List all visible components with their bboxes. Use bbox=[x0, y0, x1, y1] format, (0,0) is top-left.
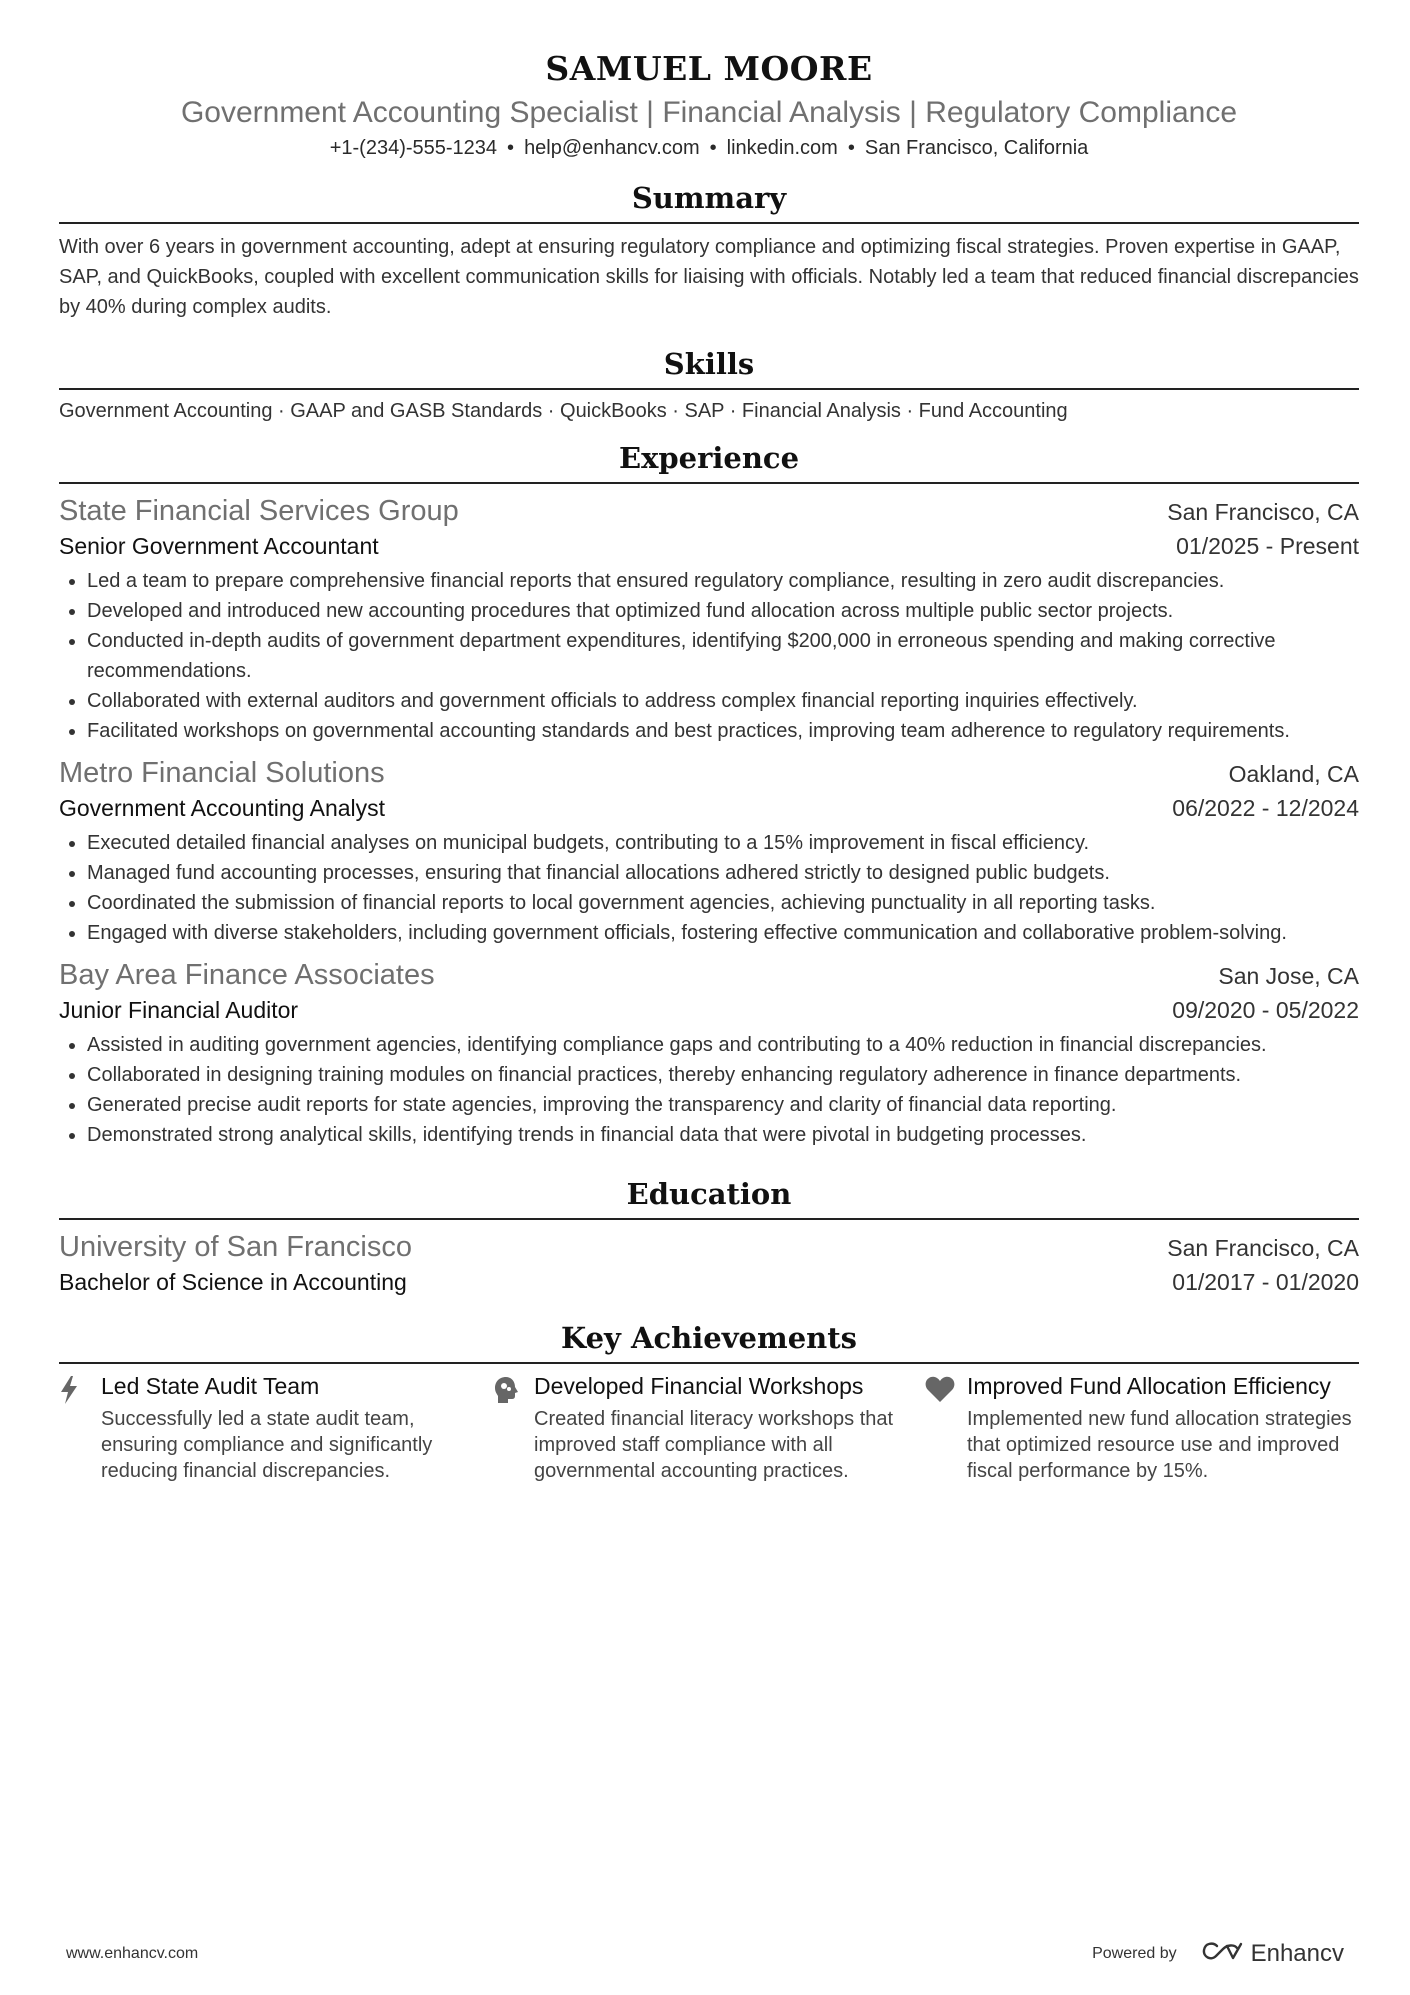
achievements-section bbox=[59, 1320, 1359, 1484]
contact-line bbox=[59, 134, 1359, 162]
resume-header bbox=[59, 0, 1359, 162]
candidate-name: SAMUEL MOORE bbox=[545, 49, 873, 88]
footer-website-link[interactable]: www.enhancv.com bbox=[66, 1945, 199, 1962]
bullet-item: • Generated precise audit reports for state agencies, improving the transparency and clarity of financial data reporting. bbox=[87, 1090, 1359, 1120]
powered-by-label: Powered by bbox=[1092, 1945, 1177, 1962]
bullet-item: • Collaborated in designing training modules on financial practices, thereby enhancing regulatory adherence in finance departments. bbox=[87, 1060, 1359, 1090]
candidate-headline: Government Accounting Specialist | Financial Analysis | Regulatory Compliance bbox=[180, 96, 1238, 129]
company-name: Bay Area Finance Associates bbox=[59, 959, 435, 991]
achievements-grid bbox=[59, 1372, 1359, 1484]
job-bullets bbox=[59, 828, 1359, 948]
job-dates: 01/2025 - Present bbox=[1176, 533, 1359, 559]
achievement-title: Improved Fund Allocation Efficiency bbox=[967, 1373, 1331, 1399]
achievement-item bbox=[925, 1372, 1358, 1484]
separator-dot: • bbox=[847, 137, 855, 159]
bullet-item: • Led a team to prepare comprehensive financial reports that ensured regulatory compliance, resulting in zero audit discrepancies. bbox=[87, 566, 1359, 596]
powered-by-brand[interactable] bbox=[1092, 1940, 1344, 1968]
section-title-achievements: Key Achievements bbox=[59, 1320, 1359, 1364]
bullet-item: • Executed detailed financial analyses on municipal budgets, contributing to a 15% improvement in fiscal efficiency. bbox=[87, 828, 1359, 858]
job-role: Senior Government Accountant bbox=[59, 533, 379, 559]
page-footer bbox=[66, 1940, 1344, 1968]
achievement-desc: Successfully led a state audit team, ensuring compliance and significantly reducing financial discrepancies. bbox=[101, 1408, 433, 1482]
location-text: San Francisco, California bbox=[864, 137, 1089, 159]
job-location: San Jose, CA bbox=[1218, 963, 1359, 989]
bullet-item: • Collaborated with external auditors and government officials to address complex financial reporting inquiries effectively. bbox=[87, 686, 1359, 716]
resume-page bbox=[59, 0, 1359, 1484]
achievement-title: Developed Financial Workshops bbox=[534, 1373, 864, 1399]
achievement-desc: Created financial literacy workshops that improved staff compliance with all governmental accounting practices. bbox=[534, 1408, 894, 1482]
bullet-item: • Assisted in auditing government agencies, identifying compliance gaps and contributing to a 40% reduction in financial discrepancies. bbox=[87, 1030, 1359, 1060]
section-title-experience: Experience bbox=[59, 440, 1359, 484]
linkedin-link[interactable]: linkedin.com bbox=[726, 137, 838, 159]
job-location: Oakland, CA bbox=[1228, 761, 1359, 787]
phone-text: +1-(234)-555-1234 bbox=[329, 137, 498, 159]
bullet-item: • Coordinated the submission of financial reports to local government agencies, achieving punctuality in all reporting tasks. bbox=[87, 888, 1359, 918]
experience-section bbox=[59, 440, 1359, 1150]
job-dates: 06/2022 - 12/2024 bbox=[1172, 795, 1359, 821]
separator-dot: • bbox=[507, 137, 515, 159]
bullet-item: • Engaged with diverse stakeholders, including government officials, fostering effective communication and collaborative problem-solving. bbox=[87, 918, 1359, 948]
separator-dot: • bbox=[709, 137, 717, 159]
school-name: University of San Francisco bbox=[59, 1231, 412, 1263]
job-entry bbox=[59, 754, 1359, 948]
bullet-item: • Managed fund accounting processes, ensuring that financial allocations adhered strictly to designed public budgets. bbox=[87, 858, 1359, 888]
job-dates: 09/2020 - 05/2022 bbox=[1172, 997, 1359, 1023]
job-entry bbox=[59, 956, 1359, 1150]
school-location: San Francisco, CA bbox=[1167, 1235, 1359, 1261]
section-title-summary: Summary bbox=[59, 180, 1359, 224]
education-entry bbox=[59, 1228, 1359, 1298]
section-title-skills: Skills bbox=[59, 346, 1359, 390]
job-location: San Francisco, CA bbox=[1167, 499, 1359, 525]
enhancv-logo-icon bbox=[1201, 1941, 1245, 1968]
education-section bbox=[59, 1176, 1359, 1298]
bullet-item: • Conducted in-depth audits of government department expenditures, identifying $200,000 in erroneous spending and making corrective recommendations. bbox=[87, 626, 1359, 686]
job-bullets bbox=[59, 1030, 1359, 1150]
job-role: Junior Financial Auditor bbox=[59, 997, 299, 1023]
summary-section bbox=[59, 180, 1359, 322]
achievement-desc: Implemented new fund allocation strategies that optimized resource use and improved fiscal performance by 15%. bbox=[967, 1408, 1352, 1482]
achievement-item bbox=[492, 1372, 925, 1484]
job-role: Government Accounting Analyst bbox=[59, 795, 386, 821]
achievement-item bbox=[59, 1372, 492, 1484]
skills-list: Government Accounting · GAAP and GASB Standards · QuickBooks · SAP · Financial Analysis · Fund Accounting bbox=[59, 400, 1068, 422]
summary-text: With over 6 years in government accounting, adept at ensuring regulatory compliance and optimizing fiscal strategies. Proven expertise in GAAP, SAP, and QuickBooks, coupled with excellent communication skills for liaising with officials. Notably led a team that reduced financial discrepancies by 40% during complex audits. bbox=[59, 236, 1359, 318]
company-name: Metro Financial Solutions bbox=[59, 757, 385, 789]
degree-name: Bachelor of Science in Accounting bbox=[59, 1269, 407, 1295]
head-brain-icon bbox=[492, 1372, 534, 1484]
skills-section bbox=[59, 346, 1359, 426]
heart-icon bbox=[925, 1372, 967, 1484]
job-bullets bbox=[59, 566, 1359, 746]
bullet-item: • Developed and introduced new accounting procedures that optimized fund allocation across multiple public sector projects. bbox=[87, 596, 1359, 626]
achievement-title: Led State Audit Team bbox=[101, 1373, 320, 1399]
brand-name: Enhancv bbox=[1250, 1940, 1344, 1967]
email-link[interactable]: help@enhancv.com bbox=[524, 137, 700, 159]
section-title-education: Education bbox=[59, 1176, 1359, 1220]
job-entry bbox=[59, 492, 1359, 746]
bullet-item: • Facilitated workshops on governmental accounting standards and best practices, improving team adherence to regulatory requirements. bbox=[87, 716, 1359, 746]
education-dates: 01/2017 - 01/2020 bbox=[1172, 1269, 1359, 1295]
bullet-item: • Demonstrated strong analytical skills, identifying trends in financial data that were pivotal in budgeting processes. bbox=[87, 1120, 1359, 1150]
company-name: State Financial Services Group bbox=[59, 495, 459, 527]
lightning-bolt-icon bbox=[59, 1372, 101, 1484]
